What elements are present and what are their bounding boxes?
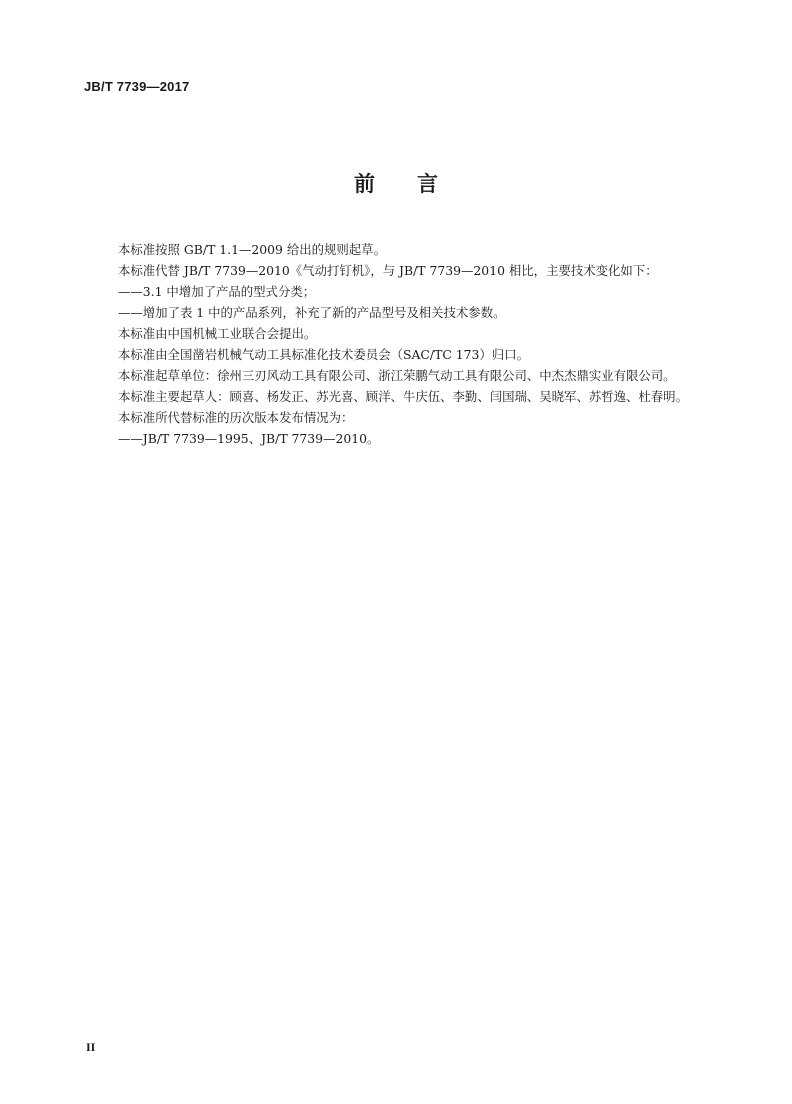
paragraph-change-2: ——增加了表 1 中的产品系列，补充了新的产品型号及相关技术参数。 [118, 305, 506, 320]
paragraph-drafters: 本标准主要起草人：顾喜、杨发正、苏光喜、顾洋、牛庆伍、李勤、闫国瑞、吴晓军、苏哲逸、杜春明。 [118, 389, 688, 404]
paragraph-change-1: ——3.1 中增加了产品的型式分类； [118, 284, 316, 299]
paragraph-history-list: ——JB/T 7739—1995、JB/T 7739—2010。 [118, 431, 380, 446]
foreword-body [84, 239, 716, 449]
page-title: 前言 [354, 172, 480, 196]
paragraph-replacement: 本标准代替 JB/T 7739—2010《气动打钉机》，与 JB/T 7739—2010 相比，主要技术变化如下： [118, 263, 658, 278]
paragraph-drafting-rules: 本标准按照 GB/T 1.1—2009 给出的规则起草。 [118, 242, 386, 257]
paragraph-committee: 本标准由全国凿岩机械气动工具标准化技术委员会（SAC/TC 173）归口。 [118, 347, 529, 362]
page-number: II [86, 1040, 96, 1054]
paragraph-history-intro: 本标准所代替标准的历次版本发布情况为： [118, 410, 354, 425]
paragraph-proposer: 本标准由中国机械工业联合会提出。 [118, 326, 317, 341]
paragraph-drafting-units: 本标准起草单位：徐州三刃风动工具有限公司、浙江荣鹏气动工具有限公司、中杰杰鼎实业有限公司。 [118, 368, 676, 383]
standard-code: JB/T 7739—2017 [84, 79, 190, 94]
